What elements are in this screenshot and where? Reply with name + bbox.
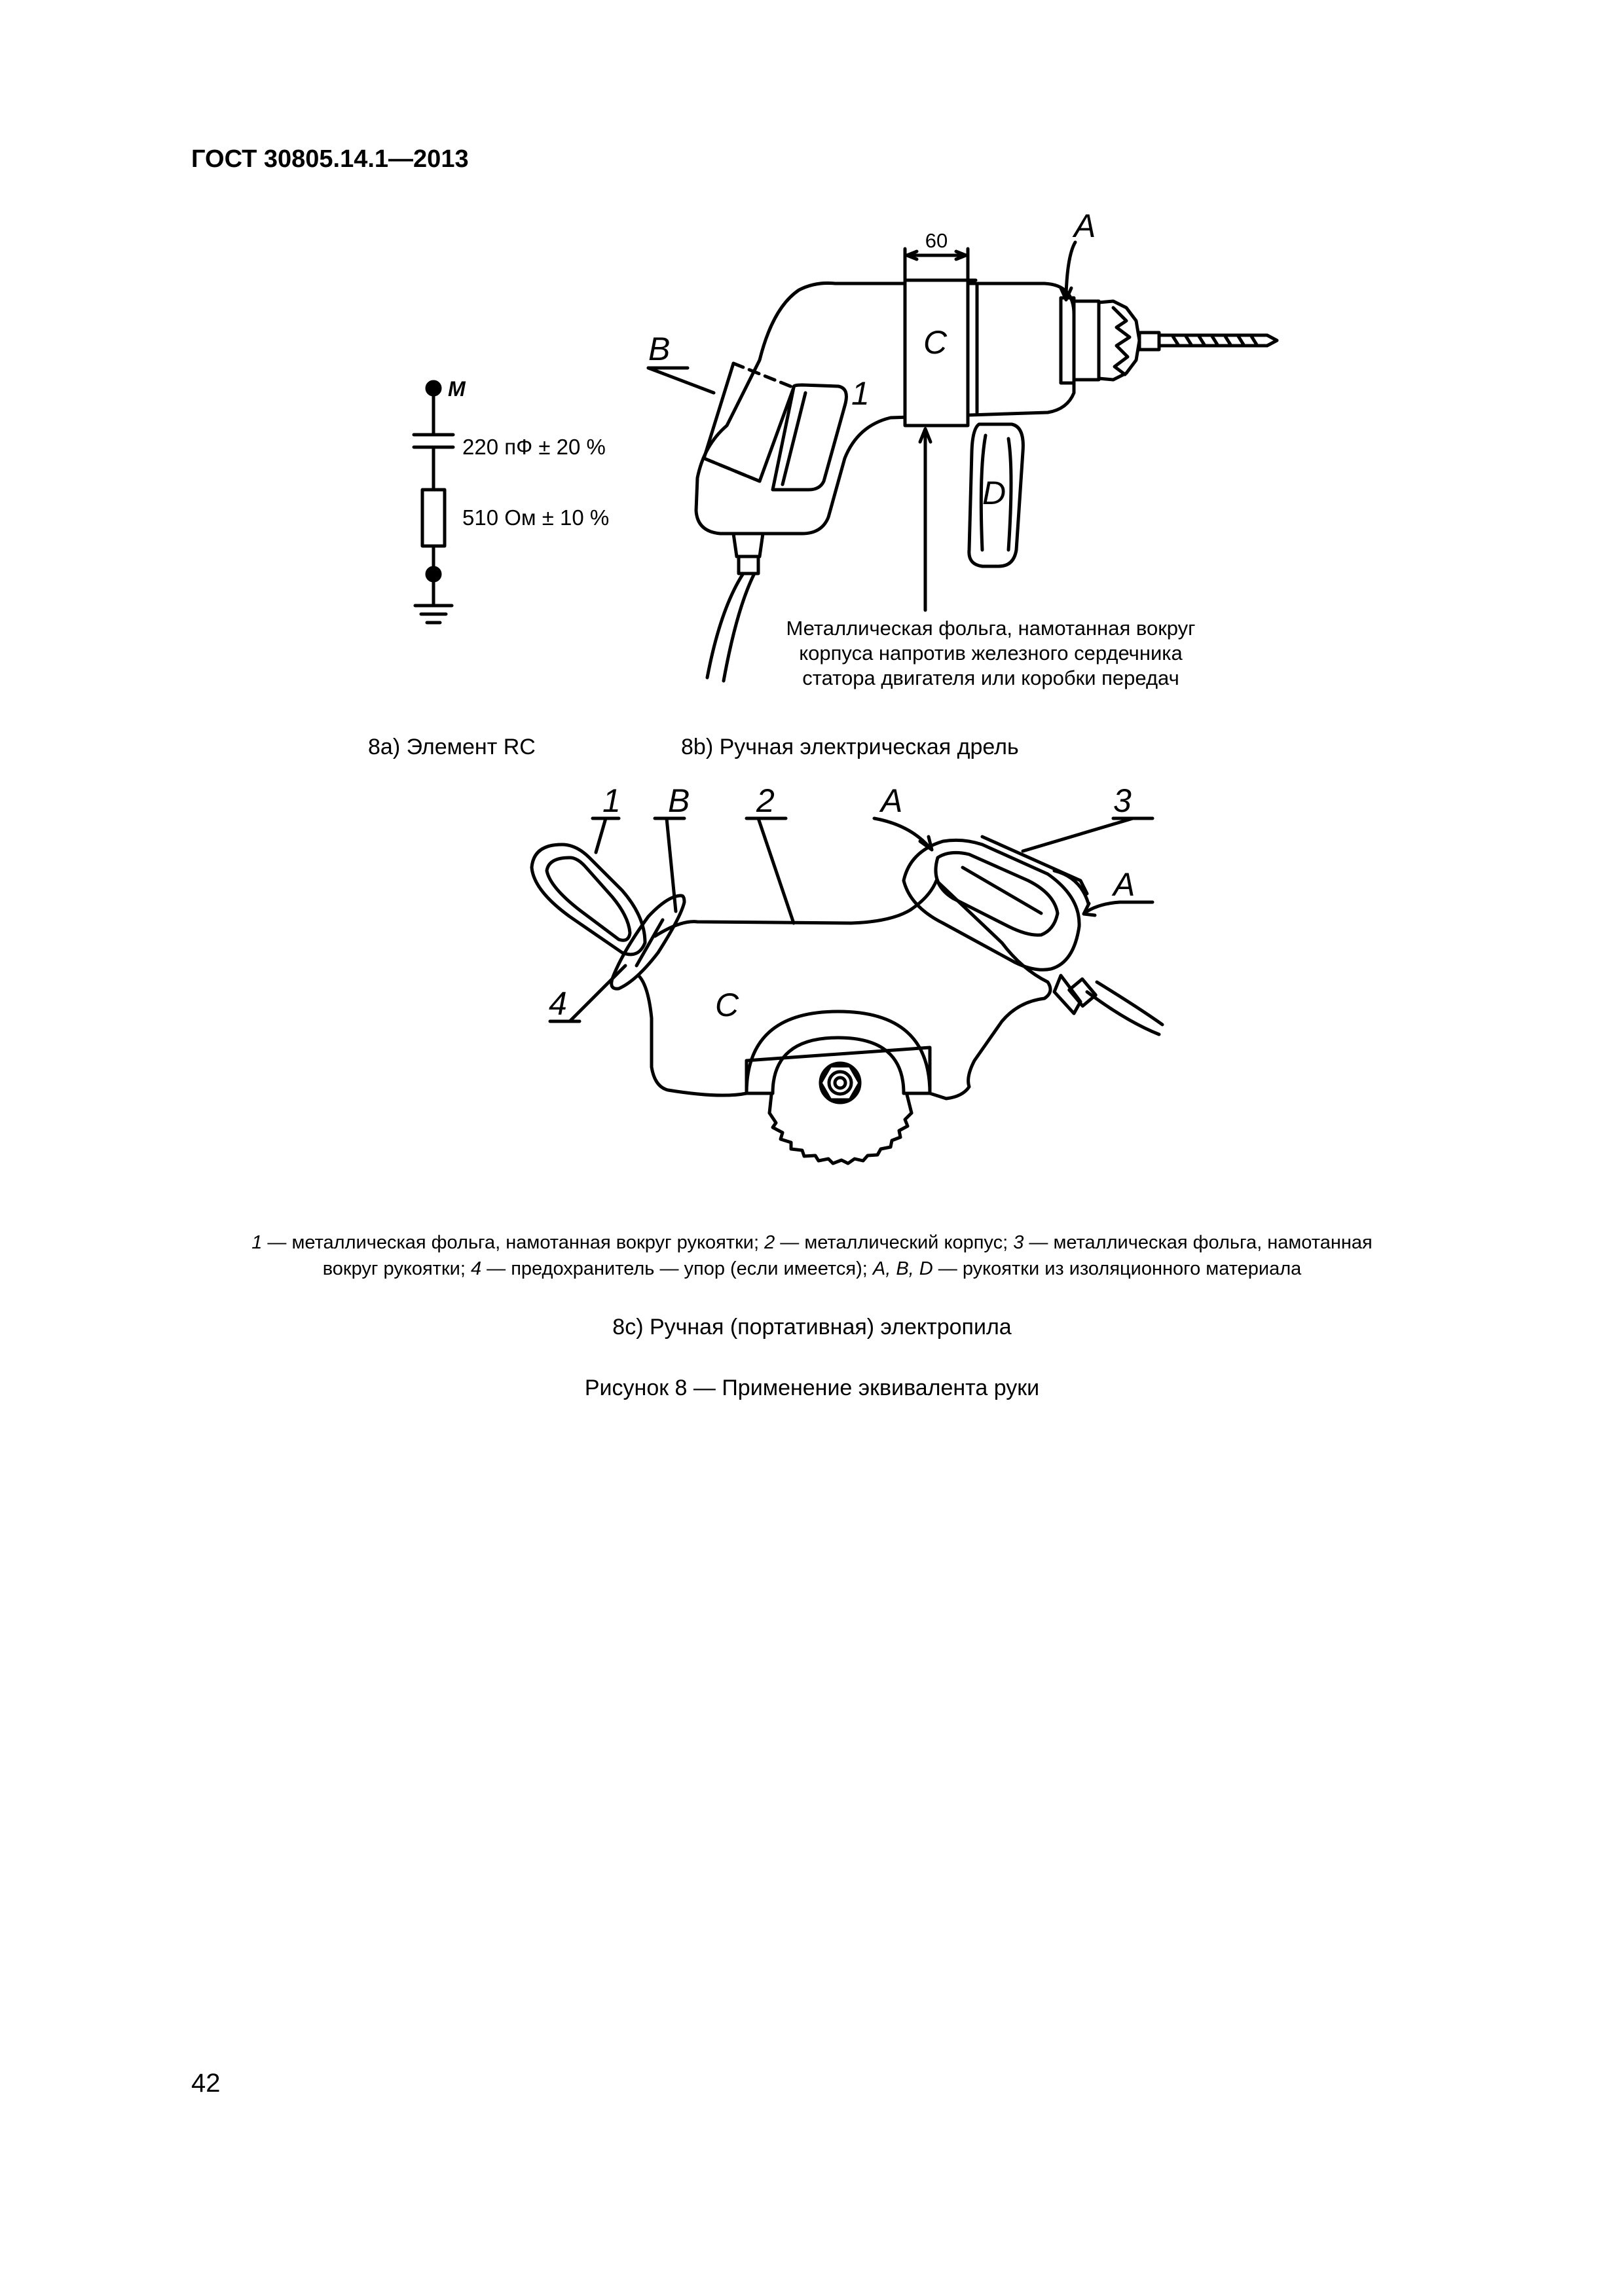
page-number: 42 <box>191 2069 221 2098</box>
figure-title: Рисунок 8 — Применение эквивалента руки <box>584 1376 1040 1400</box>
legend-letters: A, B, D <box>872 1258 933 1279</box>
legend-num-4: 4 <box>470 1258 482 1279</box>
saw-label-a-right: A <box>1113 866 1135 903</box>
saw-label-4: 4 <box>549 985 567 1022</box>
legend-num-3: 3 <box>1013 1232 1024 1253</box>
drill-note-line-1: Металлическая фольга, намотанная вокруг <box>786 617 1196 640</box>
rc-node-label: M <box>448 377 466 401</box>
saw-label-b: B <box>668 782 690 819</box>
drill-note-line-3: статора двигателя или коробки передач <box>802 666 1179 689</box>
figure-legend <box>170 1230 1454 1282</box>
legend-text-1: — металлическая фольга, намотанная вокруг рукоятки; <box>262 1232 765 1253</box>
legend-text-4: — предохранитель — упор (если имеется); <box>481 1258 873 1279</box>
drill-label-b: B <box>648 331 671 367</box>
rc-circuit <box>414 382 453 623</box>
document-header: ГОСТ 30805.14.1—2013 <box>191 145 469 173</box>
drill-label-d: D <box>982 475 1006 511</box>
drill-label-a: A <box>1074 208 1096 244</box>
capacitor-label: 220 пФ ± 20 % <box>462 435 606 459</box>
caption-8a: 8a) Элемент RC <box>368 735 536 759</box>
legend-text-5: — рукоятки из изоляционного материала <box>932 1258 1302 1279</box>
drill-label-c: C <box>923 324 948 361</box>
caption-8c: 8c) Ручная (портативная) электропила <box>612 1315 1012 1339</box>
legend-text-2: — металлический корпус; <box>775 1232 1014 1253</box>
legend-text-3b: вокруг рукоятки; <box>322 1258 471 1279</box>
drill-label-1: 1 <box>851 375 870 412</box>
saw-drawing <box>532 818 1162 1163</box>
drill-note-line-2: корпуса напротив железного сердечника <box>799 642 1183 665</box>
drill-dimension-label: 60 <box>925 229 948 252</box>
saw-label-1: 1 <box>602 782 621 819</box>
legend-num-2: 2 <box>764 1232 775 1253</box>
saw-label-a-top: A <box>881 782 903 819</box>
saw-label-c: C <box>715 987 739 1023</box>
drill-drawing <box>648 242 1277 681</box>
legend-num-1: 1 <box>251 1232 263 1253</box>
caption-8b: 8b) Ручная электрическая дрель <box>681 735 1019 759</box>
resistor-label: 510 Ом ± 10 % <box>462 505 610 530</box>
legend-text-3: — металлическая фольга, намотанная <box>1024 1232 1373 1253</box>
saw-label-3: 3 <box>1113 782 1132 819</box>
saw-label-2: 2 <box>756 782 775 819</box>
